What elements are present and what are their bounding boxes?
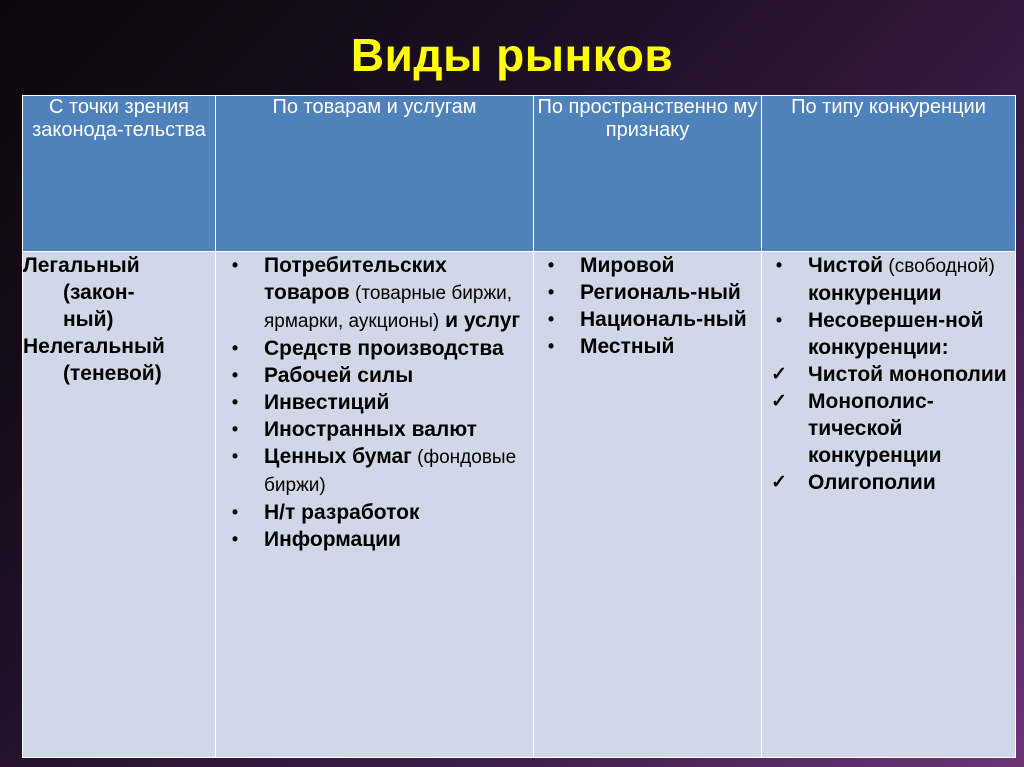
bullet-icon: •: [547, 255, 555, 275]
item-text-bold: Средств производства: [264, 337, 504, 360]
table-body-row: [23, 252, 1016, 758]
cell-goods-services: [216, 252, 534, 758]
list-item: [216, 526, 533, 553]
header-goods-services: По товарам и услугам: [216, 96, 534, 252]
item-text-bold: Рабочей силы: [264, 364, 414, 387]
spatial-list: [534, 252, 761, 360]
cell-spatial: [534, 252, 762, 758]
list-item: [216, 252, 533, 335]
checkmark-icon: ✓: [771, 364, 787, 385]
bullet-icon: •: [547, 309, 555, 329]
bullet-icon: •: [231, 338, 239, 358]
legal-note-2: ный): [63, 308, 114, 331]
bullet-icon: •: [231, 446, 239, 466]
item-text-bold: Несовершен-ной конкуренции:: [808, 309, 984, 359]
item-text-bold: Потребительских товаров: [264, 254, 447, 304]
bullet-icon: •: [231, 365, 239, 385]
checkmark-icon: ✓: [771, 391, 787, 412]
legal-note-1: (закон-: [63, 281, 135, 304]
list-item: [216, 416, 533, 443]
item-text-bold: Инвестиций: [264, 391, 390, 414]
bullet-icon: •: [231, 255, 239, 275]
item-text-bold: конкуренции: [808, 282, 942, 305]
item-text-bold: Олигополии: [808, 471, 936, 494]
item-text-bold: Монополис-тической конкуренции: [808, 390, 942, 467]
market-types-table: [22, 95, 1016, 758]
bullet-icon: •: [547, 336, 555, 356]
cell-competition: [762, 252, 1016, 758]
bullet-icon: •: [231, 502, 239, 522]
item-text-note: (свободной): [883, 256, 995, 277]
list-item: [534, 279, 761, 306]
list-item: [762, 361, 1015, 388]
list-item: [216, 389, 533, 416]
illegal-note: (теневой): [63, 362, 162, 385]
item-text-note: (фондовые биржи): [264, 447, 517, 496]
header-spatial: По пространственно му признаку: [534, 96, 762, 252]
bullet-icon: •: [231, 392, 239, 412]
item-text-note: (товарные биржи, ярмарки, аукционы): [264, 283, 513, 332]
item-text-bold: Региональ-ный: [580, 281, 741, 304]
list-item: [762, 307, 1015, 361]
item-text-bold: Иностранных валют: [264, 418, 477, 441]
checkmark-icon: ✓: [771, 472, 787, 493]
bullet-icon: •: [775, 310, 783, 330]
item-text-bold: и услуг: [439, 309, 521, 332]
illegal-label: Нелегальный: [23, 335, 165, 358]
bullet-icon: •: [547, 282, 555, 302]
item-text-bold: Мировой: [580, 254, 675, 277]
item-text-bold: Ценных бумаг: [264, 445, 412, 468]
legal-label: Легальный: [23, 254, 140, 277]
list-item: [762, 469, 1015, 496]
list-item: [216, 362, 533, 389]
item-text-bold: Н/т разработок: [264, 501, 420, 524]
item-text-bold: Местный: [580, 335, 675, 358]
list-item: [216, 443, 533, 499]
list-item: [762, 388, 1015, 469]
list-item: [762, 252, 1015, 307]
item-text-bold: Националь-ный: [580, 308, 747, 331]
header-legislation: С точки зрения законода-тельства: [23, 96, 216, 252]
list-item: [216, 499, 533, 526]
goods-services-list: [216, 252, 533, 553]
list-item: [534, 306, 761, 333]
cell-legislation: [23, 252, 216, 758]
list-item: [534, 252, 761, 279]
slide-title: Виды рынков: [350, 29, 674, 81]
header-competition: По типу конкуренции: [762, 96, 1016, 252]
bullet-icon: •: [231, 419, 239, 439]
bullet-icon: •: [231, 529, 239, 549]
item-text-bold: Чистой: [808, 254, 884, 277]
table-header-row: [23, 96, 1016, 252]
list-item: [216, 335, 533, 362]
item-text-bold: Информации: [264, 528, 401, 551]
bullet-icon: •: [775, 255, 783, 275]
competition-list: [762, 252, 1015, 496]
item-text-bold: Чистой монополии: [808, 363, 1007, 386]
list-item: [534, 333, 761, 360]
